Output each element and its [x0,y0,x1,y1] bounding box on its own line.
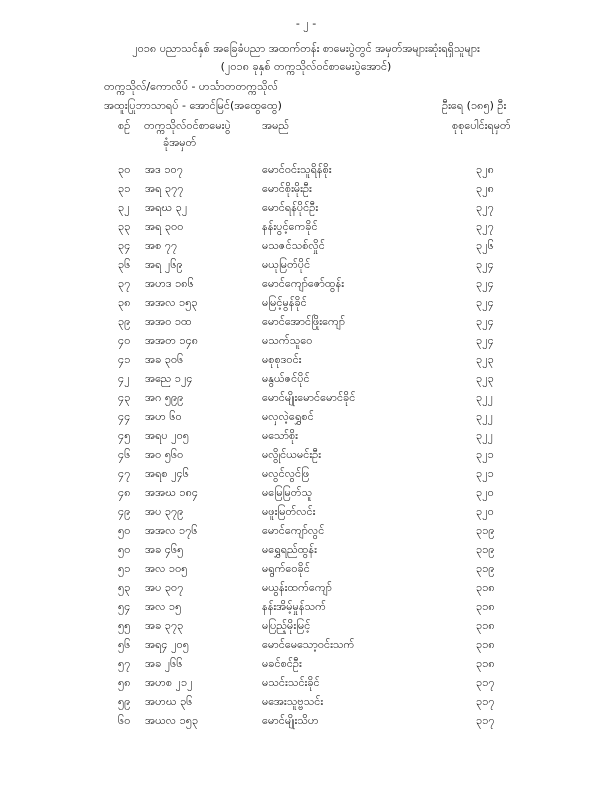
row-number: ၅၀ [118,524,131,537]
total-marks: ၃၁၉ [476,562,495,575]
roll-number: အအလ ၁၅၃ [145,296,198,309]
table-row [0,467,612,486]
roll-number: အရစ ၂၄၆ [145,467,189,480]
table-row [0,562,612,581]
table-row [0,600,612,619]
row-number: ၄၄ [118,410,131,423]
total-marks: ၃၁၈ [476,581,495,594]
roll-number: အပ ၃၇၉ [145,505,184,518]
row-number: ၄၅ [118,429,131,442]
row-number: ၄၇ [118,467,131,480]
total-marks: ၃၂၈ [476,182,494,195]
table-row [0,524,612,543]
total-marks: ၃၁၈ [476,619,495,632]
row-number: ၄၀ [118,334,131,347]
roll-number: အအဝ ၁ထ [145,315,192,328]
row-number: ၄၁ [118,353,131,366]
row-number: ၅၃ [118,581,131,594]
total-marks: ၃၂၀ [476,486,494,499]
row-number: ၃၁ [118,182,131,195]
total-marks: ၃၂၄ [476,258,494,271]
row-number: ၄၉ [118,505,131,518]
total-marks: ၃၁၈ [476,638,495,651]
column-header-roll: တက္ကသိုလ်ဝင်စာမေးပွဲ [144,119,231,132]
table-row [0,676,612,695]
page-number: - ၂ - [295,17,317,30]
student-name: မနွယ်ဇင်ပိုင် [262,372,310,385]
total-marks: ၃၂၇ [476,201,494,214]
total-marks: ၃၂၃ [476,353,494,366]
table-row [0,258,612,277]
student-name: မစုစုဒဝင်း [262,353,302,366]
total-marks: ၃၂၁ [476,467,494,480]
table-row [0,201,612,220]
row-number: ၄၈ [118,486,131,499]
roll-number: အဟဃ ၃၆ [145,695,193,708]
roll-number: အလ ၁၀၅ [145,562,188,575]
student-name: မောင်ကျော်ဇော်ထွန်း [262,277,345,290]
student-name: မယွန်းထက်ကျော် [262,581,332,594]
total-marks: ၃၂၃ [476,372,494,385]
row-number: ၅၉ [118,695,131,708]
row-number: ၃၄ [118,239,131,252]
total-count: ဦးရေ (၁၈၅) ဦး [442,99,507,112]
row-number: ၃၂ [118,201,130,214]
student-name: မရွှေရည်ထွန်း [262,543,317,556]
roll-number: အအတ ၁၄၈ [145,334,199,347]
student-name: မလွင်လွင်ဖြ [262,467,310,480]
document-subtitle: (၂၀၁၈ ခုနှစ် တက္ကသိုလ်ဝင်စာမေးပွဲအောင်) [220,60,392,73]
row-number: ၅၀ [118,543,131,556]
total-marks: ၃၂၇ [476,220,494,233]
row-number: ၆၀ [118,714,131,727]
roll-number: အရပ ၂၀၅ [145,429,189,442]
row-number: ၃၇ [118,277,131,290]
total-marks: ၃၂၈ [476,163,494,176]
table-row [0,372,612,391]
specialization-line: အထူးပြုဘာသာရပ် - အောင်မြင်(အထွေထွေ) [104,99,282,112]
student-name: မောင်ကျော်လွင် [262,524,325,537]
student-name: မယုမြတ်ပိုင် [262,258,311,271]
row-number: ၅၆ [118,638,131,651]
document-title: ၂၀၁၈ ပညာသင်နှစ် အခြေခံပညာ အထက်တန်း စာမေးပွဲတွင် အမှတ်အများဆုံးရရှိသူများ [132,42,480,55]
table-row [0,277,612,296]
row-number: ၃၆ [118,258,131,271]
student-name: မသင်းသင်းခိုင် [262,676,320,689]
roll-number: အဝ ၅၆၀ [145,448,184,461]
results-table [0,163,612,733]
student-name: မောင်ရန်ပိုင်ဦး [262,201,319,214]
table-row [0,163,612,182]
row-number: ၃၃ [118,220,131,233]
row-number: ၄၆ [118,448,131,461]
table-row [0,220,612,239]
roll-number: အဟစ ၂၁၂ [145,676,193,689]
row-number: ၅၇ [118,657,131,670]
student-name: မလွိုင်ယမင်းဦး [262,448,322,461]
roll-number: အခ ၃၀၆ [145,353,184,366]
student-name: မောင်မေသော့ဝင်းသက် [262,638,355,651]
column-header-roll-line2: ခုံအမှတ် [163,136,197,149]
table-row [0,695,612,714]
roll-number: အခ ၃၇၃ [145,619,184,632]
student-name: နန်းပွင့်ကေခိုင် [262,220,318,233]
table-row [0,334,612,353]
row-number: ၄၂ [118,372,130,385]
table-row [0,182,612,201]
student-name: မသက်သူဝေ [262,334,313,347]
student-name: မခင်စင်ဦး [262,657,302,670]
roll-number: အရ၄ ၂၀၅ [145,638,189,651]
total-marks: ၃၂၄ [476,277,494,290]
table-row [0,296,612,315]
total-marks: ၃၁၇ [476,714,495,727]
row-number: ၅၅ [118,619,131,632]
roll-number: အဟဒ ၁၈၆ [145,277,194,290]
total-marks: ၃၂၆ [476,239,494,252]
roll-number: အယလ ၁၅၃ [145,714,199,727]
total-marks: ၃၂၄ [476,296,494,309]
column-header-no: စဉ် [118,119,131,132]
table-row [0,429,612,448]
table-row [0,353,612,372]
roll-number: အခ ၄၆၅ [145,543,184,556]
row-number: ၃၀ [118,163,131,176]
student-name: မောင်အောင်ဖြိုးကျော် [262,315,346,328]
student-name: မောင်စိုးမိုးဦး [262,182,312,195]
total-marks: ၃၂၂ [476,429,493,442]
student-name: မောင်ဝင်းသူရိန်စိုး [262,163,332,176]
table-row [0,638,612,657]
table-row [0,448,612,467]
roll-number: အညေ ၁၂၄ [145,372,193,385]
total-marks: ၃၂၂ [476,410,493,423]
row-number: ၅၄ [118,600,131,613]
table-row [0,543,612,562]
total-marks: ၃၁၈ [476,600,495,613]
total-marks: ၃၁၉ [476,543,495,556]
row-number: ၄၃ [118,391,131,404]
student-name: မောင်မျိုးမောင်မောင်ခိုင် [262,391,356,404]
student-name: မမြင့်မွန်ခိုင် [262,296,307,309]
total-marks: ၃၂၂ [476,391,493,404]
row-number: ၃၈ [118,296,131,309]
student-name: မပြည့်မိုးမြင့် [262,619,311,632]
roll-number: အဂ ၅၉၉ [145,391,184,404]
roll-number: အဟ ၆၀ [145,410,182,423]
total-marks: ၃၂၀ [476,505,494,518]
table-row [0,581,612,600]
column-header-name: အမည် [262,119,290,132]
roll-number: အရ ၃၀၀ [145,220,184,233]
table-row [0,486,612,505]
table-row [0,657,612,676]
total-marks: ၃၂၁ [476,448,494,461]
column-header-marks: စုစုပေါင်းရမှတ် [452,119,511,132]
student-name: နန်းအိမ့်မှုန်သက် [262,600,326,613]
roll-number: အအလ ၁၇၆ [145,524,198,537]
student-name: မမြေမြတ်သူ [262,486,313,499]
student-name: မဖူးမြတ်လင်း [262,505,316,518]
total-marks: ၃၁၈ [476,657,495,670]
student-name: မောင်မျိုးသိဟ [262,714,319,727]
row-number: ၃၉ [118,315,131,328]
total-marks: ၃၂၄ [476,315,494,328]
roll-number: အရဃ ၃၂ [145,201,188,214]
roll-number: အစ ၇၇ [145,239,178,252]
table-row [0,391,612,410]
roll-number: အအဃ ၁၈၄ [145,486,199,499]
total-marks: ၃၁၇ [476,695,495,708]
student-name: မရွက်ဝေခိုင် [262,562,310,575]
roll-number: အခ ၂၆၆ [145,657,183,670]
total-marks: ၃၁၇ [476,676,495,689]
roll-number: အရ ၃၇၇ [145,182,184,195]
roll-number: အလ ၁၅ [145,600,182,613]
roll-number: အဒ ၁၀၇ [145,163,183,176]
student-name: မသော်စိုး [262,429,298,442]
roll-number: အရ ၂၆၉ [145,258,183,271]
roll-number: အပ ၃၀၇ [145,581,184,594]
table-row [0,315,612,334]
total-marks: ၃၂၄ [476,334,494,347]
row-number: ၅၁ [118,562,131,575]
row-number: ၅၈ [118,676,131,689]
student-name: မလှလဲ့ရွှေစင် [262,410,314,423]
table-row [0,505,612,524]
total-marks: ၃၁၉ [476,524,495,537]
table-row [0,714,612,733]
table-row [0,410,612,429]
student-name: မသဇင်သစ်လှိုင် [262,239,325,252]
university-line: တက္ကသိုလ်/ကောလိပ် - ဟင်္သာတတက္ကသိုလ် [104,80,278,93]
student-name: မအေးသူဗ္ဗသင်း [262,695,324,708]
table-row [0,239,612,258]
table-row [0,619,612,638]
